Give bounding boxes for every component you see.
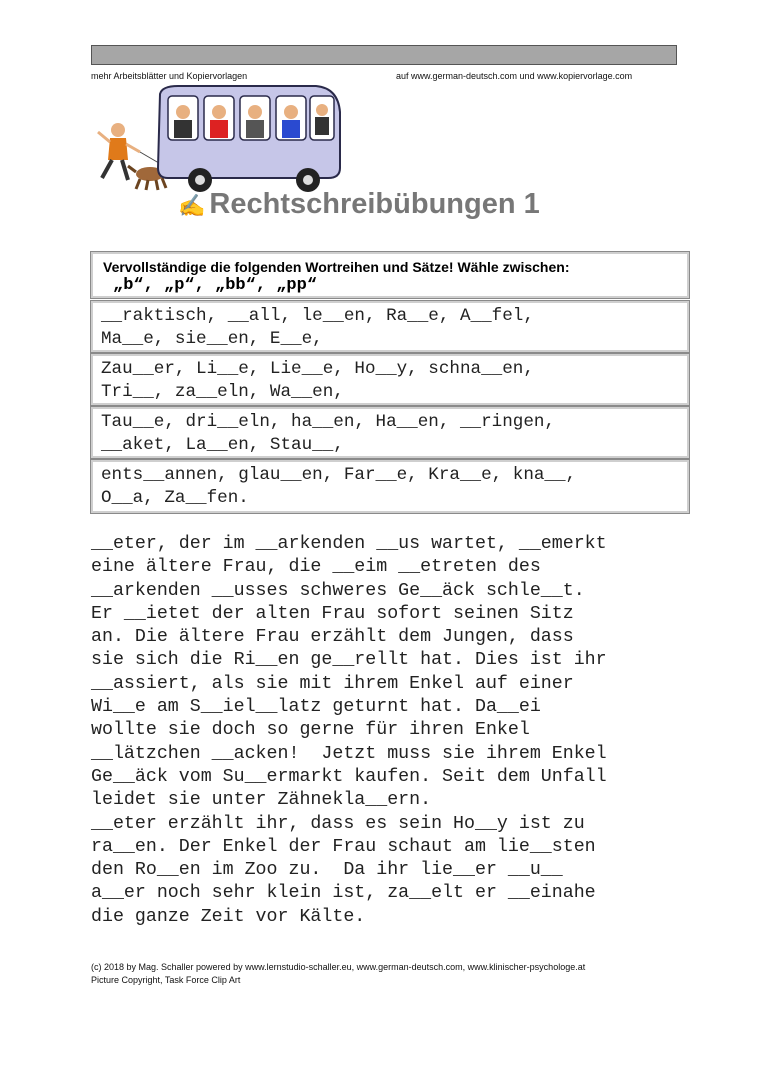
story-line: __eter erzählt ihr, dass es sein Ho__y ist zu (91, 813, 585, 834)
word-row-line: Zau__er, Li__e, Lie__e, Ho__y, schna__en, (101, 359, 534, 379)
pen-icon: ✍ (178, 193, 206, 218)
header-right-text: auf www.german-deutsch.com und www.kopiervorlage.com (396, 71, 633, 81)
word-row-line: __aket, La__en, Stau__, (101, 435, 344, 455)
page-title-text: Rechtschreibübungen 1 (209, 188, 540, 220)
story-line: leidet sie unter Zähnekla__ern. (91, 790, 432, 811)
story-line: __eter, der im __arkenden __us wartet, __emerkt (91, 534, 607, 554)
story-line: a__er noch sehr klein ist, za__elt er __einahe (91, 883, 596, 904)
story-line: Er __ietet der alten Frau sofort seinen Sitz (91, 603, 574, 624)
word-row-line: Ma__e, sie__en, E__e, (101, 329, 323, 349)
letter-choices: „b“, „p“, „bb“, „pp“ (113, 276, 318, 295)
story-line: den Ro__en im Zoo zu. Da ihr lie__er __u__ (91, 860, 563, 881)
story-line: Wi__e am S__iel__latz geturnt hat. Da__ei (91, 697, 541, 718)
word-row-line: Tau__e, dri__eln, ha__en, Ha__en, __ringen, (101, 412, 555, 432)
story-text (91, 533, 691, 929)
bus-clipart-image (88, 82, 348, 194)
story-line: wollte sie doch so gerne für ihren Enkel (91, 720, 530, 741)
story-line: __arkenden __usses schweres Ge__äck schle__t. (91, 580, 585, 601)
footer-picture-credit: Picture Copyright, Task Force Clip Art (91, 975, 241, 985)
story-line: an. Die ältere Frau erzählt dem Jungen, dass (91, 627, 574, 648)
footer-copyright: (c) 2018 by Mag. Schaller powered by www.lernstudio-schaller.eu, www.german-deutsch.com, www.klinischer-psychologe.at (91, 962, 586, 972)
header-bar (91, 45, 677, 65)
story-line: eine ältere Frau, die __eim __etreten des (91, 557, 541, 578)
page-title (178, 188, 540, 221)
word-row (91, 301, 689, 352)
story-line: __lätzchen __acken! Jetzt muss sie ihrem Enkel (91, 743, 607, 764)
story-line: ra__en. Der Enkel der Frau schaut am lie__sten (91, 836, 596, 857)
story-line: Ge__äck vom Su__ermarkt kaufen. Seit dem Unfall (91, 766, 607, 787)
word-row (91, 460, 689, 513)
word-row-line: O__a, Za__fen. (101, 488, 249, 508)
word-row (91, 407, 689, 458)
footer (91, 961, 585, 987)
story-line: die ganze Zeit vor Kälte. (91, 906, 366, 927)
bus-figure (158, 86, 340, 192)
task-instructions (91, 252, 689, 298)
word-row-line: ents__annen, glau__en, Far__e, Kra__e, kna__, (101, 465, 577, 485)
story-line: sie sich die Ri__en ge__rellt hat. Dies ist ihr (91, 650, 607, 671)
word-row-line: __raktisch, __all, le__en, Ra__e, A__fel, (101, 306, 534, 326)
instruction-text: Vervollständige die folgenden Wortreihen und Sätze! Wähle zwischen: (103, 259, 570, 275)
header-left-text: mehr Arbeitsblätter und Kopiervorlagen (91, 71, 248, 81)
story-line: __assiert, als sie mit ihrem Enkel auf einer (91, 673, 574, 694)
word-row (91, 354, 689, 405)
word-row-line: Tri__, za__eln, Wa__en, (101, 382, 344, 402)
